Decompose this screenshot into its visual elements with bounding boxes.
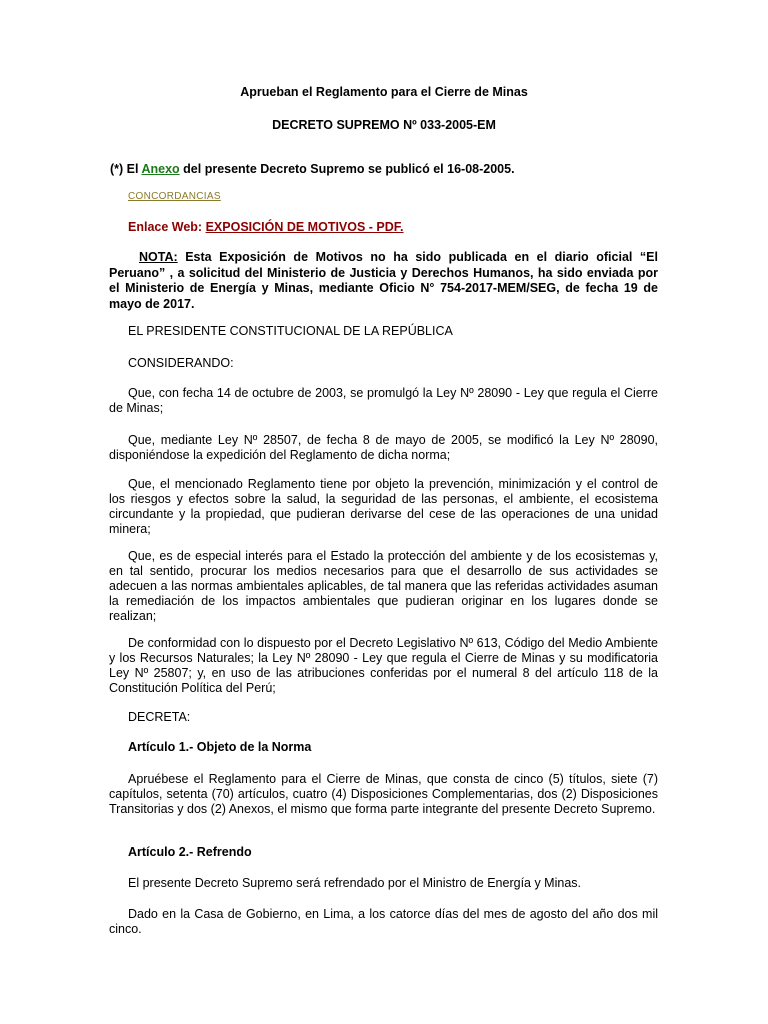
annex-note — [110, 162, 515, 177]
enlace-web — [128, 220, 404, 234]
considerando-paragraph-5: De conformidad con lo dispuesto por el Decreto Legislativo Nº 613, Código del Medio Ambiente y los Recursos Naturales; la Ley Nº 28090 - Ley que regula el Cierre de Minas y su modificatoria Ley Nº 25807; y, en uso de las atribuciones conferidas por el numeral 8 del artículo 118 de la Constitución Política del Perú; — [109, 636, 658, 695]
nota-text: Esta Exposición de Motivos no ha sido publicada en el diario oficial “El Peruano” , a solicitud del Ministerio de Justicia y Derechos Humanos, ha sido enviada por el Ministerio de Energía y Minas, mediante Oficio N° 754-2017-MEM/SEG, de fecha 19 de mayo de 2017. — [109, 250, 658, 311]
exposicion-motivos-link[interactable]: EXPOSICIÓN DE MOTIVOS - PDF. — [205, 220, 404, 234]
considerando-heading: CONSIDERANDO: — [128, 356, 234, 370]
annex-note-prefix: (*) El — [110, 162, 142, 176]
concordancias-link[interactable]: CONCORDANCIAS — [128, 191, 221, 202]
decreta-heading: DECRETA: — [128, 710, 191, 724]
article-2-heading: Artículo 2.- Refrendo — [128, 845, 252, 859]
enlace-prefix: Enlace Web: — [128, 220, 206, 234]
decree-number: DECRETO SUPREMO Nº 033-2005-EM — [272, 118, 496, 132]
article-1-text: Apruébese el Reglamento para el Cierre de Minas, que consta de cinco (5) títulos, siete (7) capítulos, setenta (70) artículos, cuatro (4) Disposiciones Complementarias, dos (2) Disposiciones Transitorias y dos (2) Anexos, el mismo que forma parte integrante del presente Decreto Supremo. — [109, 772, 658, 816]
nota-paragraph — [109, 250, 658, 312]
considerando-paragraph-4: Que, es de especial interés para el Estado la protección del ambiente y de los ecosistemas y, en tal sentido, procurar los medios necesarios para que el desarrollo de sus actividades se adecuen a las normas ambientales aplicables, de tal manera que las referidas actividades asuman la remediación de los impactos ambientales que pudieran originar en los lugares donde se realizan; — [109, 549, 658, 623]
closing-paragraph: Dado en la Casa de Gobierno, en Lima, a los catorce días del mes de agosto del año dos mil cinco. — [109, 907, 658, 936]
president-heading: EL PRESIDENTE CONSTITUCIONAL DE LA REPÚBLICA — [128, 324, 453, 338]
nota-label: NOTA: — [139, 250, 178, 264]
considerando-paragraph-2: Que, mediante Ley Nº 28507, de fecha 8 de mayo de 2005, se modificó la Ley Nº 28090, disponiéndose la expedición del Reglamento de dicha norma; — [109, 433, 658, 462]
article-1-heading: Artículo 1.- Objeto de la Norma — [128, 740, 312, 754]
considerando-paragraph-3: Que, el mencionado Reglamento tiene por objeto la prevención, minimización y el control de los riesgos y efectos sobre la salud, la seguridad de las personas, el ambiente, el ecosistema circundante y la propiedad, que pudieran derivarse del cese de las operaciones de una unidad minera; — [109, 477, 658, 536]
document-title: Aprueban el Reglamento para el Cierre de Minas — [240, 85, 528, 99]
annex-link[interactable]: Anexo — [141, 162, 180, 176]
article-2-text: El presente Decreto Supremo será refrendado por el Ministro de Energía y Minas. — [128, 876, 582, 890]
annex-note-suffix: del presente Decreto Supremo se publicó el 16-08-2005. — [179, 162, 515, 176]
considerando-paragraph-1: Que, con fecha 14 de octubre de 2003, se promulgó la Ley Nº 28090 - Ley que regula el Cierre de Minas; — [109, 386, 658, 415]
